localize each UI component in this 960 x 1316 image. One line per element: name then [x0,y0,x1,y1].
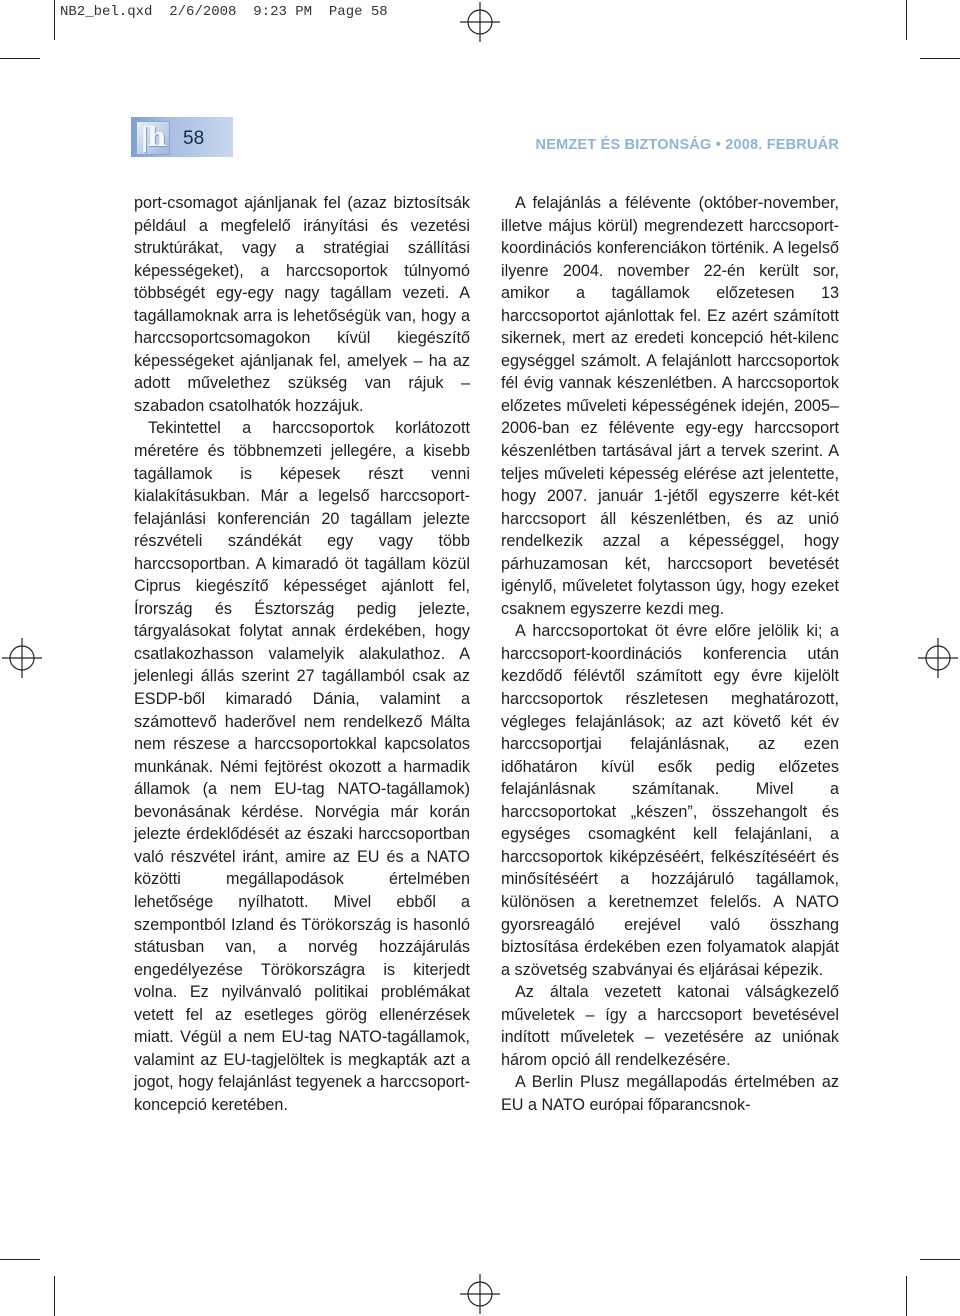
page-number: 58 [183,128,205,149]
right-text-column [501,192,839,1116]
running-head: NEMZET ÉS BIZTONSÁG • 2008. FEBRUÁR [535,137,839,153]
registration-mark-right-icon [918,638,958,678]
crop-mark [906,1276,907,1316]
slug-time: 9:23 PM [253,4,313,20]
registration-mark-top-icon [460,2,500,42]
registration-mark-bottom-icon [460,1274,500,1314]
crop-mark [906,0,907,40]
paragraph: Az általa vezetett katonai válságkezelő műveletek – így a harccsoport bevetésével indított műveletek – vezetésére az uniónak három opció áll rendelkezésére. [501,983,839,1069]
paragraph: A Berlin Plusz megállapodás értelmében az EU a NATO európai főparancsnok- [501,1073,839,1114]
crop-mark [0,1259,40,1260]
paragraph: A harccsoportokat öt évre előre jelölik ki; a harccsoport-koordinációs konferencia után kezdődő félévtől számított egy évre kijelölt harccsoportok részletesen meghatározott, végleges felajánlások; az azt követő két év harccsoportjai felajánlásnak, az ezen időhatáron kívül esők pedig előzetes felajánlásnak számítanak. Mivel a harccsoportokat „készen”, összehangolt és egységes csomagként kell felajánlani, a harccsoportok kiképzéséért, felkészítéséért és minősítéséért a hozzájáruló tagállamok, különösen a keretnemzet felelős. A NATO gyorsreagáló erejével való összhang biztosítása érdekében ezen folyamatok alapját a szövetség szabványai és eljárásai képezik. [501,622,839,979]
slug-file: NB2_bel.qxd [60,4,153,20]
crop-mark [54,0,55,40]
registration-mark-left-icon [2,638,42,678]
left-text-column [134,192,470,1116]
slug-date: 2/6/2008 [169,4,237,20]
slug-page: Page 58 [328,4,388,20]
publication-logo-icon: |h [136,121,170,155]
paragraph: port-csomagot ajánljanak fel (azaz biztosítsák például a megfelelő irányítási és vezetési struktúrákat, vagy a stratégiai szállítási képességeket), a harccsoportok túlnyomó többségét egy-egy nagy tagállam vezeti. A tagállamoknak arra is lehetőségük van, hogy a harccsoportcsomagokon kívül kiegészítő képességeket ajánljanak fel, amelyek – ha az adott művelethez szükség van rájuk – szabadon csatolhatók hozzájuk. [134,194,470,415]
crop-mark [54,1276,55,1316]
paragraph: Tekintettel a harccsoportok korlátozott méretére és többnemzeti jellegére, a kisebb tagállamok is képesek részt venni kialakításukban. Már a legelső harccsoport-felajánlási konferencián 20 tagállam jelezte részvételi szándékát egy vagy több harccsoportban. A kimaradó öt tagállam közül Ciprus kiegészítő képességet ajánlott fel, Írország és Észtország pedig jelezte, tárgyalásokat folytat annak érdekében, hogy csatlakozhasson valamelyik alakulathoz. A jelenlegi állás szerint 27 tagállamból csak az ESDP-ből kimaradó Dánia, valamint a számottevő haderővel nem rendelkező Málta nem részese a harccsoportokkal kapcsolatos munkának. Némi fejtörést okozott a harmadik államok (a nem EU-tag NATO-tagállamok) bevonásának kérdése. Norvégia már korán jelezte érdeklődését az északi harccsoportban való részvétel iránt, amire az EU és a NATO közötti megállapodások értelmében lehetősége nyílhatott. Mivel ebből a szempontból Izland és Törökország is hasonló státusban van, a norvég hozzájárulás engedélyezése Törökországra is kiterjedt volna. Ez nyilvánvaló politikai problémákat vetett fel az esetleges görög ellenérzések miatt. Végül a nem EU-tag NATO-tagállamok, valamint az EU-tagjelöltek is megkapták azt a jogot, hogy felajánlást tegyenek a harccsoport-koncepció keretében. [134,419,470,1114]
paragraph: A felajánlás a félévente (október-november, illetve május körül) megrendezett harccsoport-koordinációs konferenciákon történik. A legelső ilyenre 2004. november 22-én került sor, amikor a tagállamok előzetesen 13 harccsoportot ajánlottak fel. Ez azért számított sikernek, mert az eredeti koncepció hét-kilenc egységgel számolt. A felajánlott harccsoportok fél évig vannak készenlétben. A harccsoportok előzetes műveleti képességének idején, 2005–2006-ban ez félévente egy-egy harccsoport készenlétben tartásával járt a tervek szerint. A teljes műveleti képesség elérése azt jelentette, hogy 2007. január 1-jétől egyszerre két-két harccsoport áll készenlétben, és az unió rendelkezik azzal a képességgel, hogy párhuzamosan két, harccsoport bevetését igénylő, műveletet folytasson úgy, hogy ezeket csaknem egyszerre kezdi meg. [501,194,839,618]
crop-mark [0,58,40,59]
crop-mark [920,1259,960,1260]
crop-mark [920,58,960,59]
